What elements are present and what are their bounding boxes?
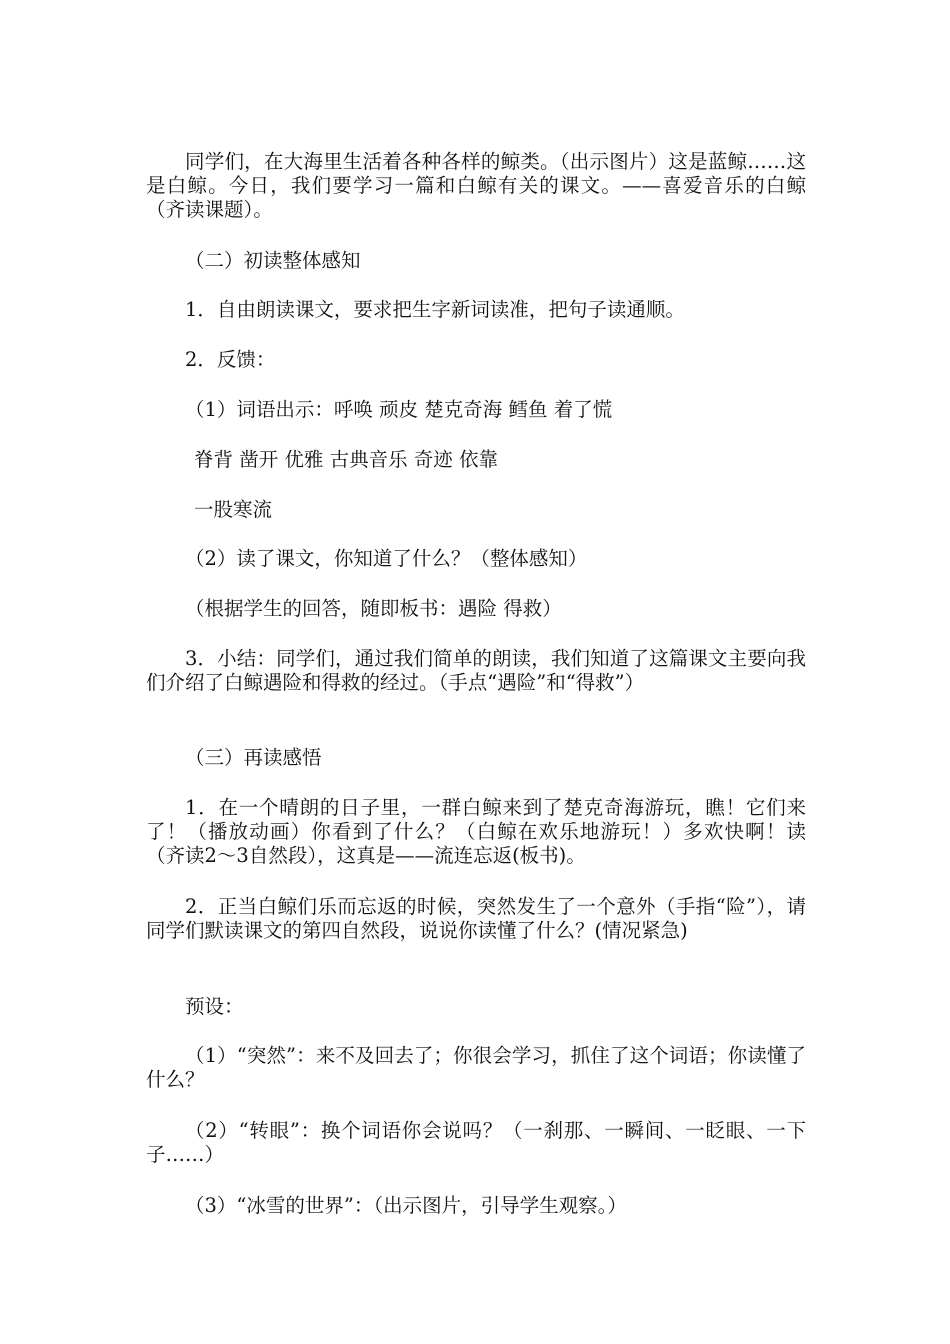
section-heading-first-reading: （二）初读整体感知 xyxy=(185,249,361,272)
paragraph-step-2: 2．反馈： xyxy=(185,348,276,371)
paragraph-vocabulary-1: （1）词语出示：呼唤 顽皮 楚克奇海 鳕鱼 着了慌 xyxy=(185,398,613,421)
paragraph-board-notes: （根据学生的回答，随即板书：遇险 得救） xyxy=(185,597,562,620)
paragraph-step-1: 1．自由朗读课文，要求把生字新词读准，把句子读通顺。 xyxy=(185,298,685,321)
paragraph-intro: 同学们，在大海里生活着各种各样的鲸类。（出示图片）这是蓝鲸……这是白鲸。今日，我们要学习一篇和白鲸有关的课文。——喜爱音乐的白鲸（齐读课题）。 xyxy=(146,150,806,221)
paragraph-vocabulary-3: 一股寒流 xyxy=(194,498,273,521)
paragraph-preset-2: （2）“转眼”：换个词语你会说吗？（一刹那、一瞬间、一眨眼、一下子……） xyxy=(146,1119,806,1166)
paragraph-summary: 3．小结：同学们，通过我们简单的朗读，我们知道了这篇课文主要向我们介绍了白鲸遇险和得救的经过。（手点“遇险”和“得救”） xyxy=(146,647,806,694)
paragraph-vocabulary-2: 脊背 凿开 优雅 古典音乐 奇迹 依靠 xyxy=(194,448,498,471)
paragraph-activity-1: 1．在一个晴朗的日子里，一群白鲸来到了楚克奇海游玩，瞧！它们来了！（播放动画）你看到了什么？（白鲸在欢乐地游玩！）多欢快啊！读（齐读2～3自然段），这真是——流连忘返(板书)。 xyxy=(146,796,806,867)
paragraph-activity-2: 2．正当白鲸们乐而忘返的时候，突然发生了一个意外（手指“险”），请同学们默读课文的第四自然段，说说你读懂了什么？(情况紧急) xyxy=(146,895,806,942)
paragraph-preset-1: （1）“突然”：来不及回去了；你很会学习，抓住了这个词语；你读懂了什么？ xyxy=(146,1044,806,1091)
paragraph-preset-label: 预设： xyxy=(185,995,244,1018)
paragraph-preset-3: （3）“冰雪的世界”：（出示图片，引导学生观察。） xyxy=(185,1194,627,1217)
section-heading-rereading: （三）再读感悟 xyxy=(185,746,322,769)
paragraph-question: （2）读了课文，你知道了什么？（整体感知） xyxy=(185,547,588,570)
